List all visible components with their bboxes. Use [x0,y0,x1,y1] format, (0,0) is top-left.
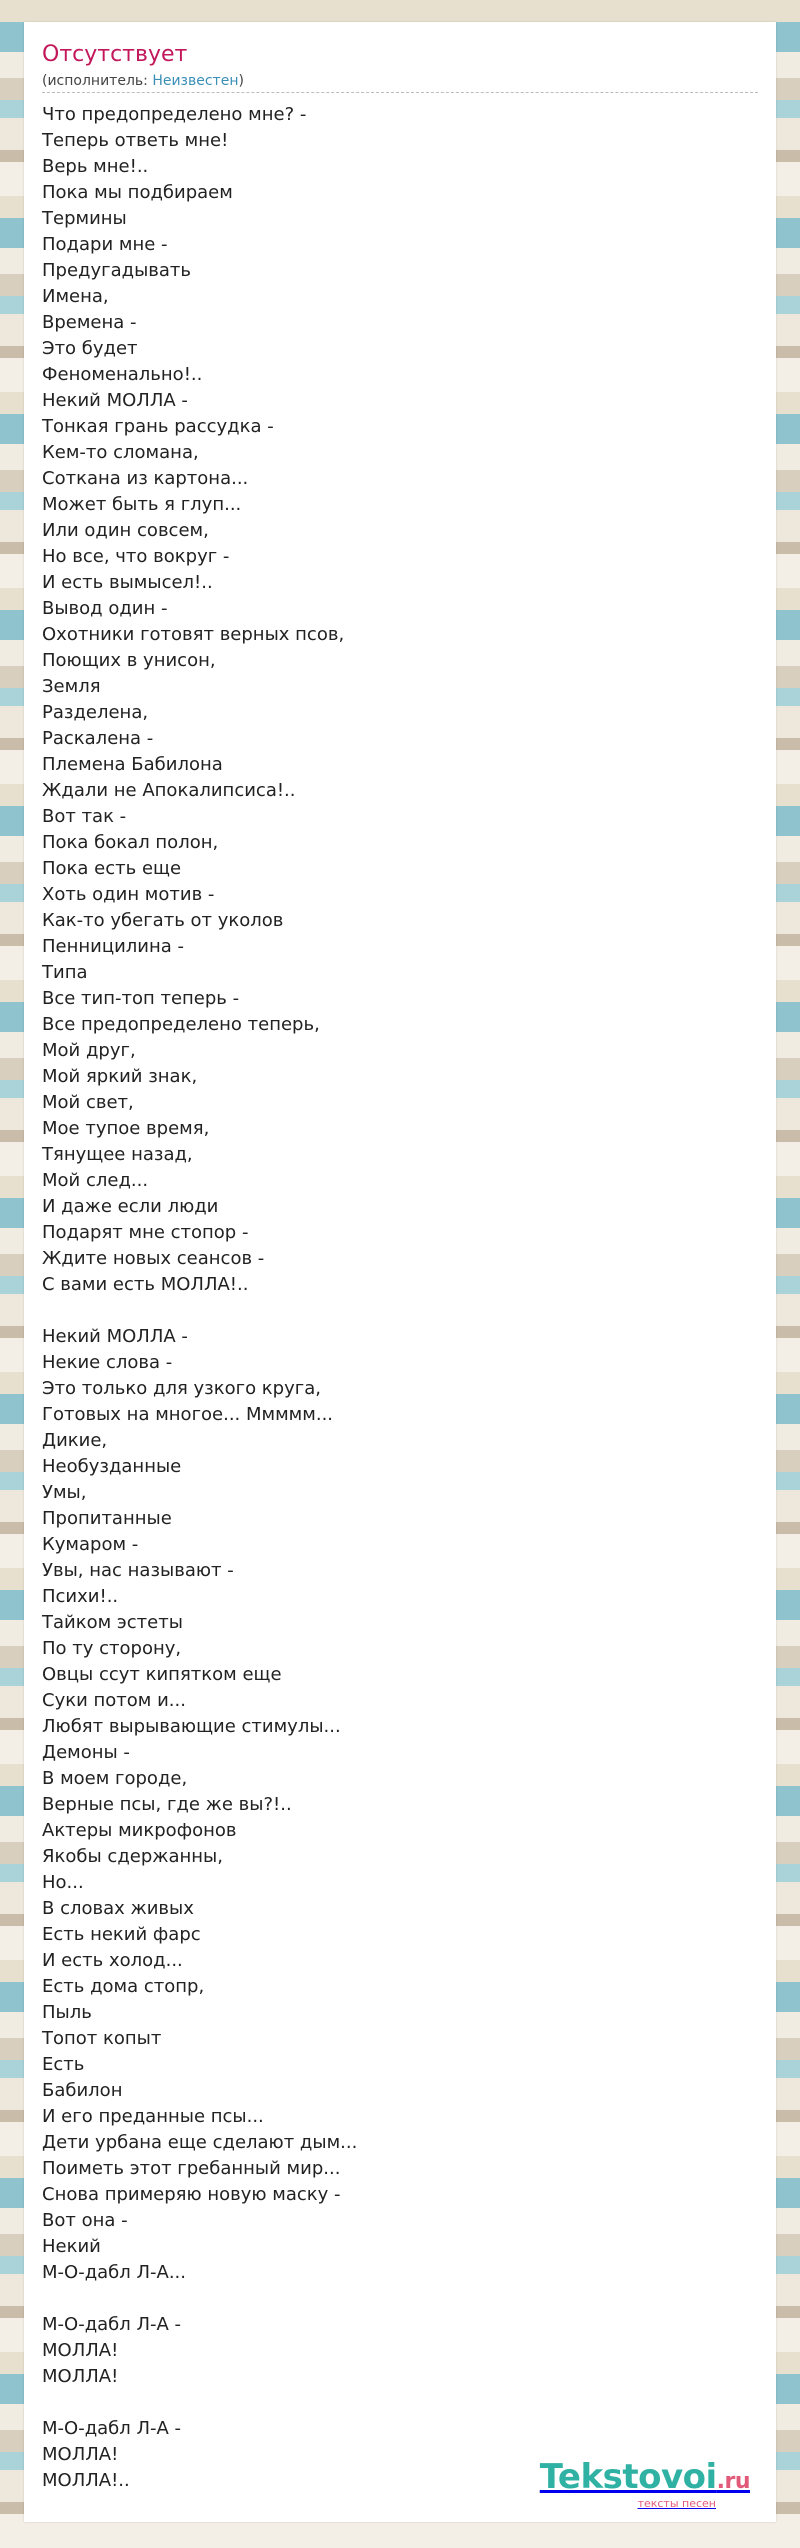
artist-line [42,72,244,90]
lyric-line: Пыль [42,2002,92,2023]
lyric-line: Суки потом и... [42,1690,186,1711]
lyric-line: Тянущее назад, [42,1144,193,1165]
lyric-line: Но... [42,1872,84,1893]
lyric-line: Пропитанные [42,1508,172,1529]
lyric-line: Тонкая грань рассудка - [42,416,274,437]
lyric-line: Может быть я глуп... [42,494,242,515]
lyric-line: Психи!.. [42,1586,119,1607]
lyric-line: Любят вырывающие стимулы... [42,1716,341,1737]
lyric-line: Верные псы, где же вы?!.. [42,1794,292,1815]
lyric-line [42,1298,742,1324]
lyric-line: МОЛЛА!.. [42,2470,130,2491]
lyric-line: Имена, [42,286,109,307]
logo-name: Tekstovoi [539,2457,717,2497]
lyric-line: Увы, нас называют - [42,1560,234,1581]
lyric-line: Поющих в унисон, [42,650,216,671]
lyric-line: С вами есть МОЛЛА!.. [42,1274,249,1295]
lyric-line: Термины [42,208,127,229]
logo-tld: .ru [716,2469,750,2494]
lyric-line: Бабилон [42,2080,123,2101]
lyrics-body [42,102,742,2494]
lyric-line [42,2286,742,2312]
lyric-line: Некие слова - [42,1352,173,1373]
lyric-line: Охотники готовят верных псов, [42,624,345,645]
lyric-line: Дикие, [42,1430,108,1451]
lyric-line: Кем-то сломана, [42,442,199,463]
lyric-line: Кумаром - [42,1534,139,1555]
site-logo[interactable] [540,2458,750,2510]
lyric-line: МОЛЛА! [42,2340,119,2361]
lyric-line: Что предопределено мне? - [42,104,307,125]
lyric-line: Ждали не Апокалипсиса!.. [42,780,296,801]
logo-wordmark [540,2458,750,2501]
lyric-line: Типа [42,962,88,983]
lyric-line: Но все, что вокруг - [42,546,230,567]
lyric-line: Все предопределено теперь, [42,1014,320,1035]
lyric-line: Мой свет, [42,1092,134,1113]
lyric-line: Умы, [42,1482,87,1503]
lyric-line: Ждите новых сеансов - [42,1248,265,1269]
lyric-line: Соткана из картона... [42,468,249,489]
lyric-line: Пока есть еще [42,858,182,879]
lyric-line: Феноменально!.. [42,364,203,385]
lyric-line: Хоть один мотив - [42,884,215,905]
lyric-line: Все тип-топ теперь - [42,988,240,1009]
lyric-line: По ту сторону, [42,1638,182,1659]
lyric-line: М-О-дабл Л-А - [42,2314,182,2335]
lyric-line: И есть холод... [42,1950,183,1971]
lyric-line: Поиметь этот гребанный мир... [42,2158,341,2179]
lyric-line: Актеры микрофонов [42,1820,237,1841]
lyric-line: Тайком эстеты [42,1612,183,1633]
lyric-line: Пока бокал полон, [42,832,219,853]
lyric-line: Верь мне!.. [42,156,149,177]
lyric-line: Овцы ссут кипятком еще [42,1664,282,1685]
lyric-line: Есть некий фарс [42,1924,201,1945]
lyric-line: Предугадывать [42,260,192,281]
lyric-line: В словах живых [42,1898,194,1919]
lyric-line: Подари мне - [42,234,168,255]
lyric-line: Теперь ответь мне! [42,130,229,151]
lyric-line: В моем городе, [42,1768,188,1789]
lyric-line: Вывод один - [42,598,168,619]
lyric-line: Племена Бабилона [42,754,223,775]
lyric-line: МОЛЛА! [42,2366,119,2387]
lyric-line: Демоны - [42,1742,130,1763]
artist-prefix: (исполнитель: [42,73,153,89]
lyric-line: Мой друг, [42,1040,136,1061]
lyric-line: И его преданные псы... [42,2106,264,2127]
lyric-line: М-О-дабл Л-А - [42,2418,182,2439]
lyric-line: Вот так - [42,806,127,827]
song-title: Отсутствует [42,42,188,67]
lyric-line: Вот она - [42,2210,128,2231]
lyric-line: Пока мы подбираем [42,182,233,203]
lyric-line: Якобы сдержанны, [42,1846,223,1867]
lyric-line: МОЛЛА! [42,2444,119,2465]
lyric-line: Это только для узкого круга, [42,1378,321,1399]
lyric-line: Некий МОЛЛА - [42,1326,188,1347]
lyric-line: Разделена, [42,702,149,723]
lyrics-card [24,22,776,2522]
artist-suffix: ) [238,73,244,89]
logo-tagline: тексты песен [637,2497,716,2510]
lyric-line: Времена - [42,312,137,333]
lyric-line: Подарят мне стопор - [42,1222,249,1243]
lyric-line: Мой яркий знак, [42,1066,198,1087]
lyric-line: И есть вымысел!.. [42,572,213,593]
lyric-line: Необузданные [42,1456,182,1477]
artist-link[interactable]: Неизвестен [152,73,239,89]
lyric-line: И даже если люди [42,1196,219,1217]
lyric-line: Некий [42,2236,101,2257]
lyric-line: Или один совсем, [42,520,209,541]
lyric-line: Как-то убегать от уколов [42,910,284,931]
lyric-line: Есть [42,2054,85,2075]
lyric-line: Снова примеряю новую маску - [42,2184,341,2205]
lyric-line [42,2390,742,2416]
lyric-line: Готовых на многое... Ммммм... [42,1404,334,1425]
lyric-line: Это будет [42,338,138,359]
lyric-line: Мой след... [42,1170,149,1191]
lyric-line: Топот копыт [42,2028,162,2049]
lyric-line: Пенницилина - [42,936,185,957]
lyric-line: Некий МОЛЛА - [42,390,188,411]
lyric-line: Есть дома стопр, [42,1976,205,1997]
lyric-line: Мое тупое время, [42,1118,210,1139]
title-divider [42,92,758,93]
lyric-line: М-О-дабл Л-А... [42,2262,186,2283]
lyric-line: Дети урбана еще сделают дым... [42,2132,358,2153]
lyric-line: Раскалена - [42,728,154,749]
lyric-line: Земля [42,676,101,697]
